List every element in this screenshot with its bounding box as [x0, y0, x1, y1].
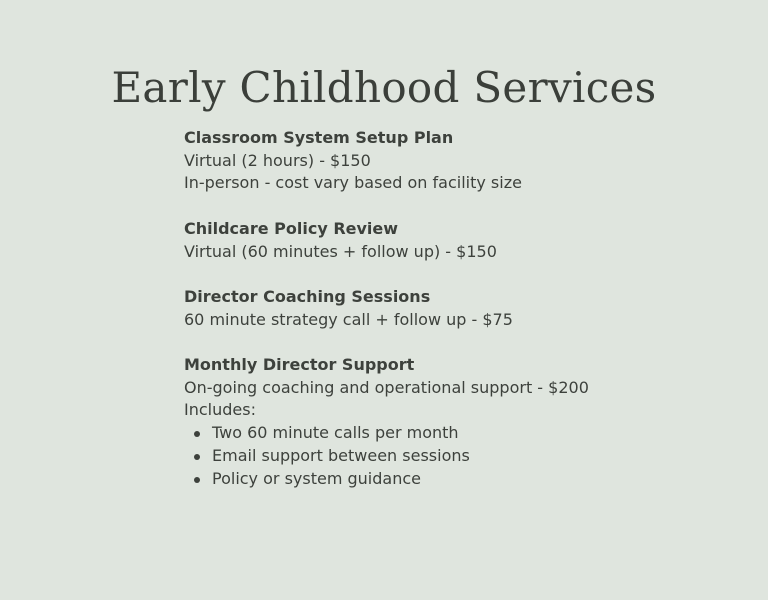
list-item: [212, 468, 744, 491]
service-director-coaching: [184, 286, 744, 331]
list-item: [212, 445, 744, 468]
service-detail: Includes:: [184, 400, 256, 420]
service-heading: Monthly Director Support: [184, 354, 415, 374]
services-list: [184, 127, 744, 513]
service-detail: On-going coaching and operational support - $200: [184, 377, 589, 397]
service-detail: Virtual (2 hours) - $150: [184, 150, 371, 170]
service-monthly-support: [184, 354, 744, 490]
service-detail: 60 minute strategy call + follow up - $75: [184, 309, 513, 329]
bullet-icon: [194, 454, 200, 460]
service-heading: Director Coaching Sessions: [184, 286, 431, 306]
includes-list: [184, 422, 744, 490]
service-heading: Childcare Policy Review: [184, 218, 399, 238]
bullet-icon: [194, 477, 200, 483]
list-item-text: Email support between sessions: [212, 445, 470, 465]
bullet-icon: [194, 431, 200, 437]
page-title: Early Childhood Services: [111, 63, 657, 112]
service-detail: In-person - cost vary based on facility size: [184, 173, 522, 193]
service-heading: Classroom System Setup Plan: [184, 128, 454, 147]
service-classroom-setup: [184, 127, 744, 195]
list-item-text: Policy or system guidance: [212, 468, 421, 488]
list-item-text: Two 60 minute calls per month: [212, 423, 459, 443]
service-detail: Virtual (60 minutes + follow up) - $150: [184, 241, 497, 261]
list-item: [212, 422, 744, 445]
service-policy-review: [184, 218, 744, 263]
